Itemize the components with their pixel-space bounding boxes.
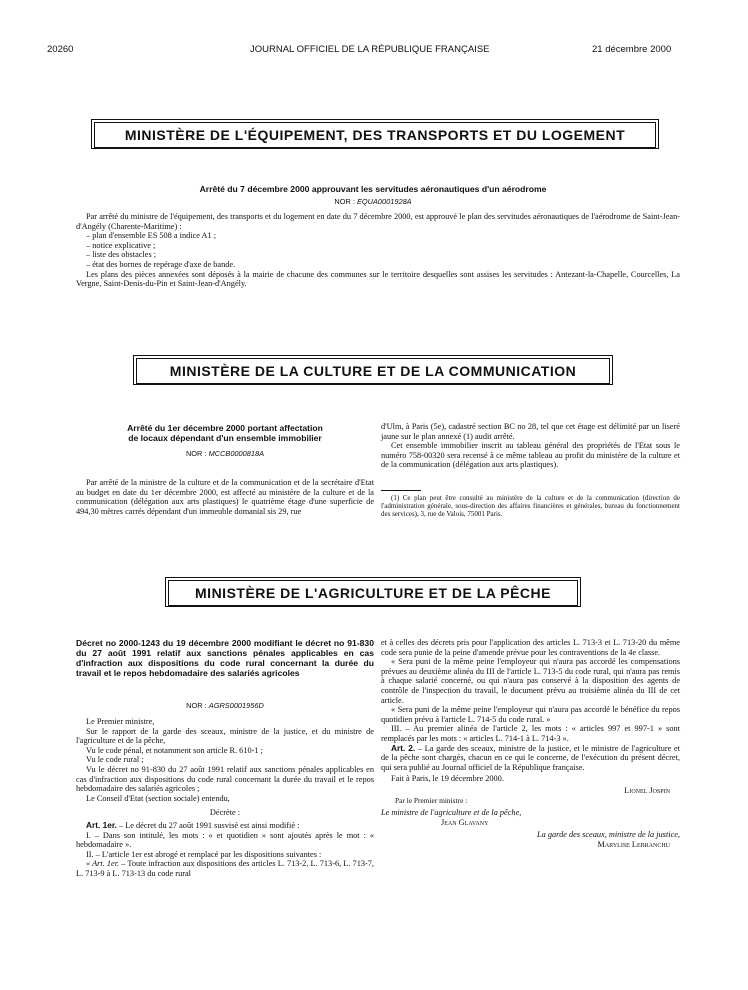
article-text: – La garde des sceaux, ministre de la justice, et le ministre de l'agriculture et de la pêche sont chargés, chacun en ce qui le concerne, de l'exécution du présent décret, qui sera publié au Journal officiel de la République française. bbox=[381, 743, 681, 772]
section2-body-left bbox=[76, 478, 374, 516]
article-label: « Art. 1er. bbox=[86, 859, 120, 869]
list-item: – liste des obstacles ; bbox=[86, 250, 157, 260]
title-line: Arrêté du 1er décembre 2000 portant affectation bbox=[127, 423, 323, 433]
section2-body-right bbox=[381, 422, 680, 470]
paragraph: « Sera puni de la même peine l'employeur qui n'aura pas accordé le bénéfice du repos quotidien prévu à l'article L. 714-5 du code rural. » bbox=[381, 705, 680, 724]
decree-title: Arrêté du 7 décembre 2000 approuvant les servitudes aéronautiques d'un aérodrome bbox=[199, 184, 547, 194]
paragraph: Par arrêté de la ministre de la culture et de la communication et de la secrétaire d'Etat au budget en date du 1er décembre 2000, est affecté au ministère de la culture et de la communication (délégation aux arts plastiques) le quatrième étage d'une superficie de 494,30 mètres carrés dépendant d'un immeuble domanial sis 29, rue bbox=[76, 478, 374, 516]
article-text: – Le décret du 27 août 1991 susvisé est ainsi modifié : bbox=[116, 820, 300, 830]
decrete-heading: Décrète : bbox=[209, 808, 241, 818]
list-item: – état des bornes de repérage d'axe de bande. bbox=[86, 259, 236, 269]
signature-prime-minister: Lionel Jospin bbox=[624, 785, 670, 795]
title-line: de locaux dépendant d'un ensemble immobilier bbox=[128, 433, 322, 443]
paragraph: Vu le code pénal, et notamment son article R. 610-1 ; bbox=[86, 745, 263, 755]
publication-date: 21 décembre 2000 bbox=[592, 44, 672, 55]
ministry-banner-culture bbox=[133, 355, 613, 385]
paragraph: Cet ensemble immobilier inscrit au tableau général des propriétés de l'Etat sous le numéro 758-00320 sera recensé à ce même tableau au profit du ministère de la culture et de la communication (délégation aux arts plastiques). bbox=[381, 441, 680, 470]
nor-label: NOR : bbox=[186, 701, 207, 710]
nor-reference bbox=[76, 701, 374, 710]
place-date: Fait à Paris, le 19 décembre 2000. bbox=[391, 774, 504, 784]
paragraph: et à celles des décrets pris pour l'application des articles L. 713-3 et L. 713-20 du même code sera punie de la peine d'amende prévue pour les contraventions de la 4e classe. bbox=[381, 638, 680, 657]
list-item: – plan d'ensemble ES 508 a indice A1 ; bbox=[86, 231, 217, 241]
nor-code: EQUA0001928A bbox=[356, 197, 412, 206]
paragraph: Vu le décret no 91-830 du 27 août 1991 relatif aux sanctions pénales applicables en cas d'infraction aux dispositions du code rural concernant la durée du travail et le repos hebdomadaire des salariés agricoles ; bbox=[76, 764, 374, 794]
article-1 bbox=[76, 821, 374, 831]
ministry-banner-equipement bbox=[91, 119, 659, 149]
ministry-name: MINISTÈRE DE L'ÉQUIPEMENT, DES TRANSPORTS ET DU LOGEMENT bbox=[94, 122, 656, 148]
paragraph: « Sera puni de la même peine l'employeur qui n'aura pas accordé les compensations prévues au deuxième alinéa du III de l'article L. 713-5 du code rural, qui n'aura pas remis à chaque salarié concerné, ou qui n'aura pas conservé à la disposition des agents de contrôle de l'inspection du travail, le document prévu au troisième alinéa du III de cet article. bbox=[381, 657, 680, 705]
footnote-rule bbox=[381, 490, 421, 491]
journal-title: JOURNAL OFFICIEL DE LA RÉPUBLIQUE FRANÇAISE bbox=[250, 44, 490, 55]
paragraph: Par arrêté du ministre de l'équipement, des transports et du logement en date du 7 décembre 2000, est approuvé le plan des servitudes aéronautiques de l'aérodrome de Saint-Jean-d'Angély (Charente-Maritime) : bbox=[76, 212, 680, 231]
nor-label: NOR : bbox=[185, 449, 207, 458]
article-label: Art. 1er. bbox=[86, 819, 117, 830]
nor-code: MCCB0000818A bbox=[208, 449, 265, 458]
ministry-name: MINISTÈRE DE L'AGRICULTURE ET DE LA PÊCHE bbox=[168, 580, 578, 606]
section3-body-left bbox=[76, 717, 374, 879]
paragraph: Les plans des pièces annexées sont déposés à la mairie de chacune des communes sur le territoire desquelles sont assises les servitudes : Antezant-la-Chapelle, Courcelles, La Vergne, Saint-Denis-du-Pin et Saint-Jean-d'Angély. bbox=[76, 269, 680, 289]
decree-title: Décret no 2000-1243 du 19 décembre 2000 modifiant le décret no 91-830 du 27 août 1991 relatif aux sanctions pénales applicables en cas d'infraction aux dispositions du code rural concernant la durée du travail et le repos hebdomadaire des salariés agricoles bbox=[76, 638, 374, 678]
list-item: – notice explicative ; bbox=[86, 240, 156, 250]
signature-garde-des-sceaux: Marylise Lebranchu bbox=[597, 839, 670, 849]
paragraph: II. – L'article 1er est abrogé et remplacé par les dispositions suivantes : bbox=[86, 849, 322, 859]
minister-title: Le ministre de l'agriculture et de la pêche, bbox=[381, 808, 522, 818]
paragraph: Sur le rapport de la garde des sceaux, ministre de la justice, et du ministre de l'agriculture et de la pêche, bbox=[76, 726, 374, 746]
paragraph: Le Conseil d'Etat (section sociale) entendu, bbox=[86, 793, 230, 803]
nor-reference bbox=[60, 197, 686, 206]
section3-body-right bbox=[381, 638, 680, 849]
nor-code: AGRS0001956D bbox=[208, 701, 264, 710]
paragraph: I. – Dans son intitulé, les mots : « et quotidien » sont ajoutés après le mot : « hebdomadaire ». bbox=[76, 830, 374, 850]
footnote bbox=[381, 494, 680, 519]
ministry-banner-agriculture bbox=[165, 577, 581, 607]
article-label: Art. 2. bbox=[391, 742, 416, 753]
quoted-article bbox=[76, 859, 374, 878]
paragraph: d'Ulm, à Paris (5e), cadastré section BC no 28, tel que cet étage est délimité par un liseré jaune sur le plan annexé (1) audit arrêté. bbox=[381, 422, 680, 441]
ministry-name: MINISTÈRE DE LA CULTURE ET DE LA COMMUNICATION bbox=[136, 358, 610, 384]
minister-title: La garde des sceaux, ministre de la justice, bbox=[537, 830, 680, 840]
page-number: 20260 bbox=[47, 44, 74, 55]
decree-title bbox=[76, 423, 374, 443]
paragraph: III. – Au premier alinéa de l'article 2, les mots : « articles 997 et 997-1 » sont remplacés par les mots : « articles L. 714-1 à L. 714-3 ». bbox=[381, 724, 680, 743]
signature-minister-agriculture: Jean Glavany bbox=[441, 817, 489, 827]
nor-reference bbox=[76, 449, 374, 458]
paragraph: Vu le code rural ; bbox=[86, 755, 144, 765]
paragraph: Le Premier ministre, bbox=[86, 717, 155, 726]
article-2 bbox=[381, 744, 680, 773]
nor-label: NOR : bbox=[334, 197, 355, 206]
article-text: – Toute infraction aux dispositions des articles L. 713-2, L. 713-6, L. 713-7, L. 713-9 à L. 713-13 du code rural bbox=[76, 859, 374, 878]
footnote-text: (1) Ce plan peut être consulté au ministère de la culture et de la communication (direction de l'administration générale, sous-direction des affaires financières et générales, bureau du fonctionnement des services), 3, rue de Valois, 75001 Paris. bbox=[381, 494, 680, 519]
section1-body bbox=[76, 212, 680, 289]
par-le-premier-ministre: Par le Premier ministre : bbox=[395, 795, 468, 805]
